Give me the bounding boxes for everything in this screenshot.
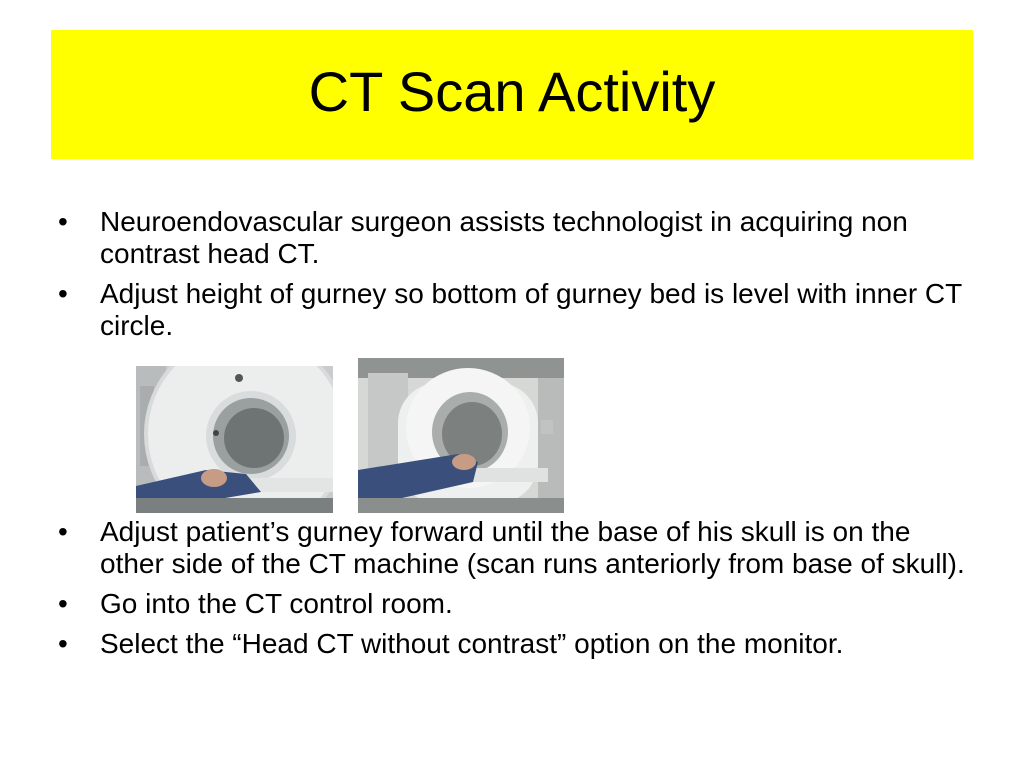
title-banner [51,30,973,159]
bullet-text: Adjust height of gurney so bottom of gurney bed is level with inner CT circle. [100,278,962,341]
bullet-item [56,628,966,660]
bullet-icon: • [58,628,68,659]
bullet-icon: • [58,206,68,237]
ct-scanner-photo-side [358,358,564,513]
bullet-icon: • [58,278,68,309]
bullet-text: Select the “Head CT without contrast” option on the monitor. [100,628,844,659]
bullet-item [56,588,966,620]
bullet-icon: • [58,588,68,619]
bullet-item [56,278,966,342]
bullet-text: Go into the CT control room. [100,588,453,619]
ct-scanner-front-image [136,366,333,513]
bullet-item [56,516,966,580]
bullet-list-bottom [56,516,966,668]
ct-scanner-photo-front [136,366,333,513]
bullet-icon: • [58,516,68,547]
bullet-list-top [56,206,966,350]
bullet-item [56,206,966,270]
bullet-text: Adjust patient’s gurney forward until the base of his skull is on the other side of the CT machine (scan runs anteriorly from base of skull). [100,516,965,579]
slide-title: CT Scan Activity [308,59,716,123]
ct-scanner-side-image [358,358,564,513]
bullet-text: Neuroendovascular surgeon assists technologist in acquiring non contrast head CT. [100,206,908,269]
